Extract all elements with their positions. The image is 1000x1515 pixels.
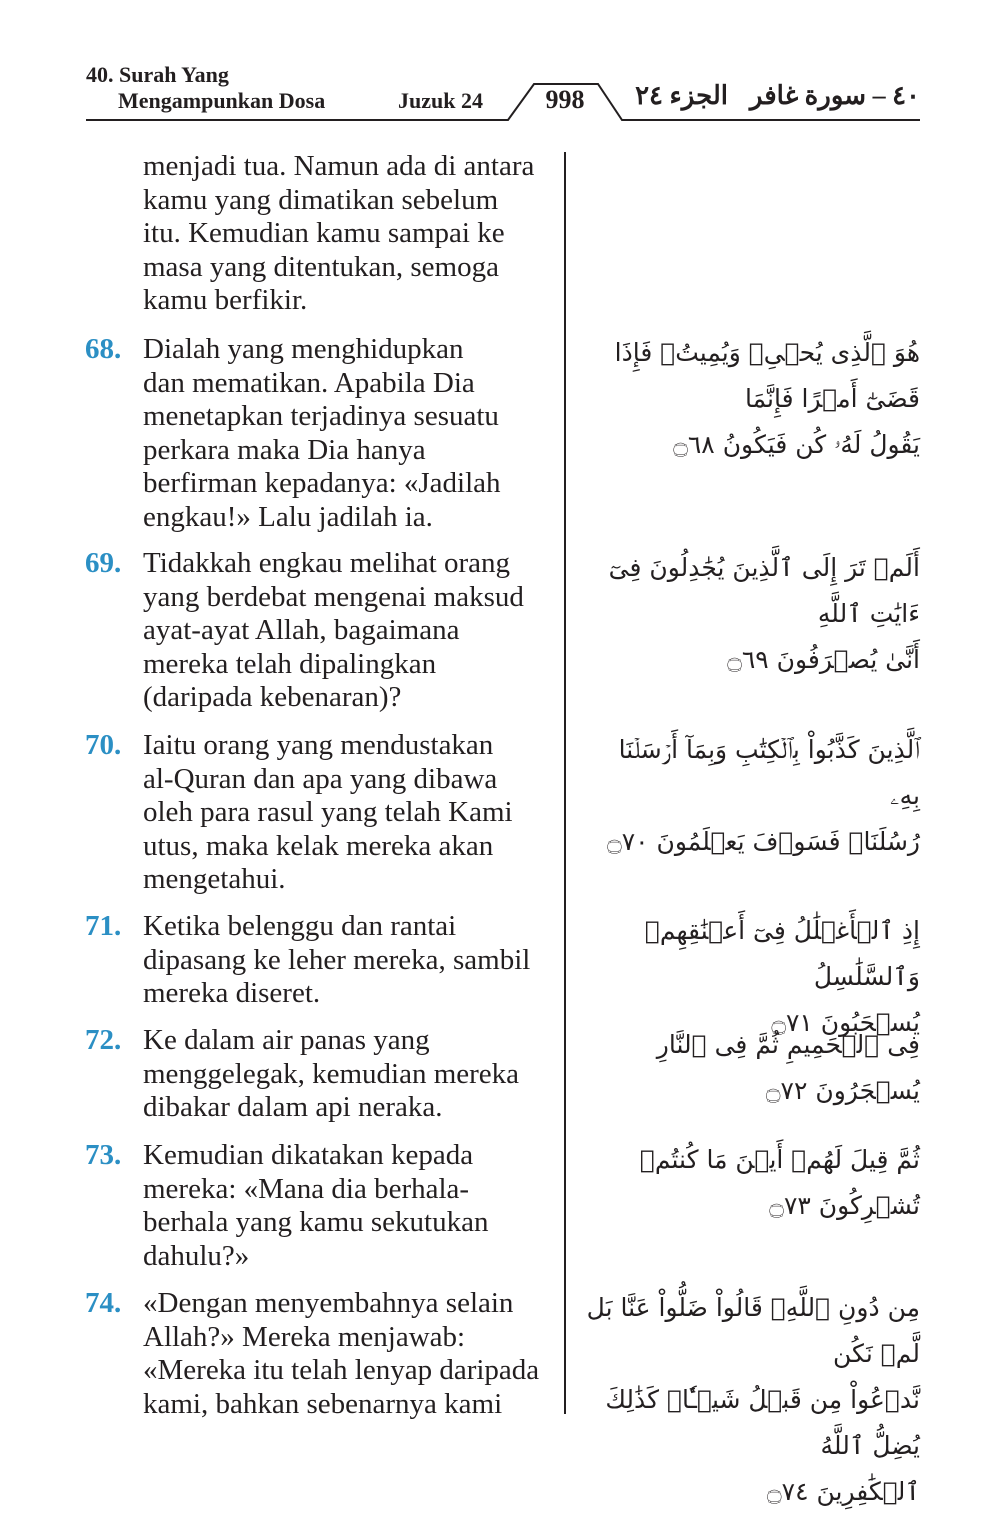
verse-73-translation xyxy=(85,1139,555,1273)
surah-title-line1: 40. Surah Yang xyxy=(86,62,229,87)
verse-72-arabic: فِى ٱلۡحَمِيمِ ثُمَّ فِى ٱلنَّارِ يُسۡجَرُونَ ۝٧٢ xyxy=(656,1030,920,1105)
verse-69-arabic: أَلَمۡ تَرَ إِلَى ٱلَّذِينَ يُجَٰدِلُونَ فِىٓ ءَايَٰتِ ٱللَّهِ أَنَّىٰ يُصۡرَفُونَ ۝٦٩ xyxy=(608,553,920,674)
column-divider xyxy=(564,152,566,1414)
verse-71-arabic: إِذِ ٱلۡأَغۡلَٰلُ فِىٓ أَعۡنَٰقِهِمۡ وَٱلسَّلَٰسِلُ يُسۡحَبُونَ ۝٧١ xyxy=(644,916,920,1037)
verse-68-translation xyxy=(85,333,555,535)
verse-68-arabic: هُوَ ٱلَّذِى يُحۡىِۦ وَيُمِيتُۖ فَإِذَا قَضَىٰٓ أَمۡرًا فَإِنَّمَا يَقُولُ لَهُۥ كُن فَيَكُونُ ۝٦٨ xyxy=(614,338,920,459)
verse-number: 73. xyxy=(85,1139,122,1171)
verse-70-translation xyxy=(85,729,555,897)
verse-text: Kemudian dikatakan kepada mereka: «Mana dia berhala- berhala yang kamu sekutukan dahulu?» xyxy=(143,1139,489,1272)
verse-text: Ketika belenggu dan rantai dipasang ke leher mereka, sambil mereka diseret. xyxy=(143,910,531,1010)
verse-69-translation xyxy=(85,547,555,715)
surah-title-line2: Mengampunkan Dosa xyxy=(118,88,326,113)
verse-text: Tidakkah engkau melihat orang yang berdebat mengenai maksud ayat-ayat Allah, bagaimana mereka telah dipalingkan (daripada kebenaran)? xyxy=(143,547,524,714)
verse-number: 68. xyxy=(85,333,122,365)
intro-text: menjadi tua. Namun ada di antara kamu yang dimatikan sebelum itu. Kemudian kamu sampai ke masa yang ditentukan, semoga kamu berfikir. xyxy=(143,150,535,317)
juzuk-label: Juzuk 24 xyxy=(398,88,483,113)
verse-text: «Dengan menyembahnya selain Allah?» Mereka menjawab: «Mereka itu telah lenyap daripada kami, bahkan sebenarnya kami xyxy=(143,1287,540,1420)
verse-number: 72. xyxy=(85,1024,122,1056)
verse-number: 70. xyxy=(85,729,122,761)
verse-73-arabic: ثُمَّ قِيلَ لَهُمۡ أَيۡنَ مَا كُنتُمۡ تُشۡرِكُونَ ۝٧٣ xyxy=(639,1145,920,1220)
verse-71-translation xyxy=(85,910,555,1011)
verse-74-arabic: مِن دُونِ ٱللَّهِۖ قَالُواْ ضَلُّواْ عَنَّا بَل لَّمۡ نَكُن نَّدۡعُواْ مِن قَبۡلُ شَيۡـٔٗاۚ كَذَٰلِكَ يُضِلُّ ٱللَّهُ ٱلۡكَٰفِرِينَ ۝٧٤ xyxy=(586,1293,920,1506)
verse-number: 74. xyxy=(85,1287,122,1319)
verse-text: Dialah yang menghidupkan dan mematikan. Apabila Dia menetapkan terjadinya sesuatu perkara maka Dia hanya berfirman kepadanya: «Jadilah engkau!» Lalu jadilah ia. xyxy=(143,333,501,533)
page-number: 998 xyxy=(545,85,585,114)
verse-text: Iaitu orang yang mendustakan al-Quran dan apa yang dibawa oleh para rasul yang telah Kami utus, maka kelak mereka akan mengetahui. xyxy=(143,729,513,896)
verse-70-arabic: ٱلَّذِينَ كَذَّبُواْ بِٱلۡكِتَٰبِ وَبِمَآ أَرۡسَلۡنَا بِهِۦ رُسُلَنَاۖ فَسَوۡفَ يَعۡلَمُونَ ۝٧٠ xyxy=(607,735,920,856)
verse-number: 69. xyxy=(85,547,122,579)
arabic-surah-title: ٤٠ – سورة غافر xyxy=(749,81,920,110)
arabic-juz-label: الجزء ٢٤ xyxy=(635,81,728,110)
verse-number: 71. xyxy=(85,910,122,942)
intro-paragraph xyxy=(85,150,555,318)
verse-text: Ke dalam air panas yang menggelegak, kemudian mereka dibakar dalam api neraka. xyxy=(143,1024,520,1124)
verse-72-translation xyxy=(85,1024,555,1125)
verse-74-translation xyxy=(85,1287,555,1421)
